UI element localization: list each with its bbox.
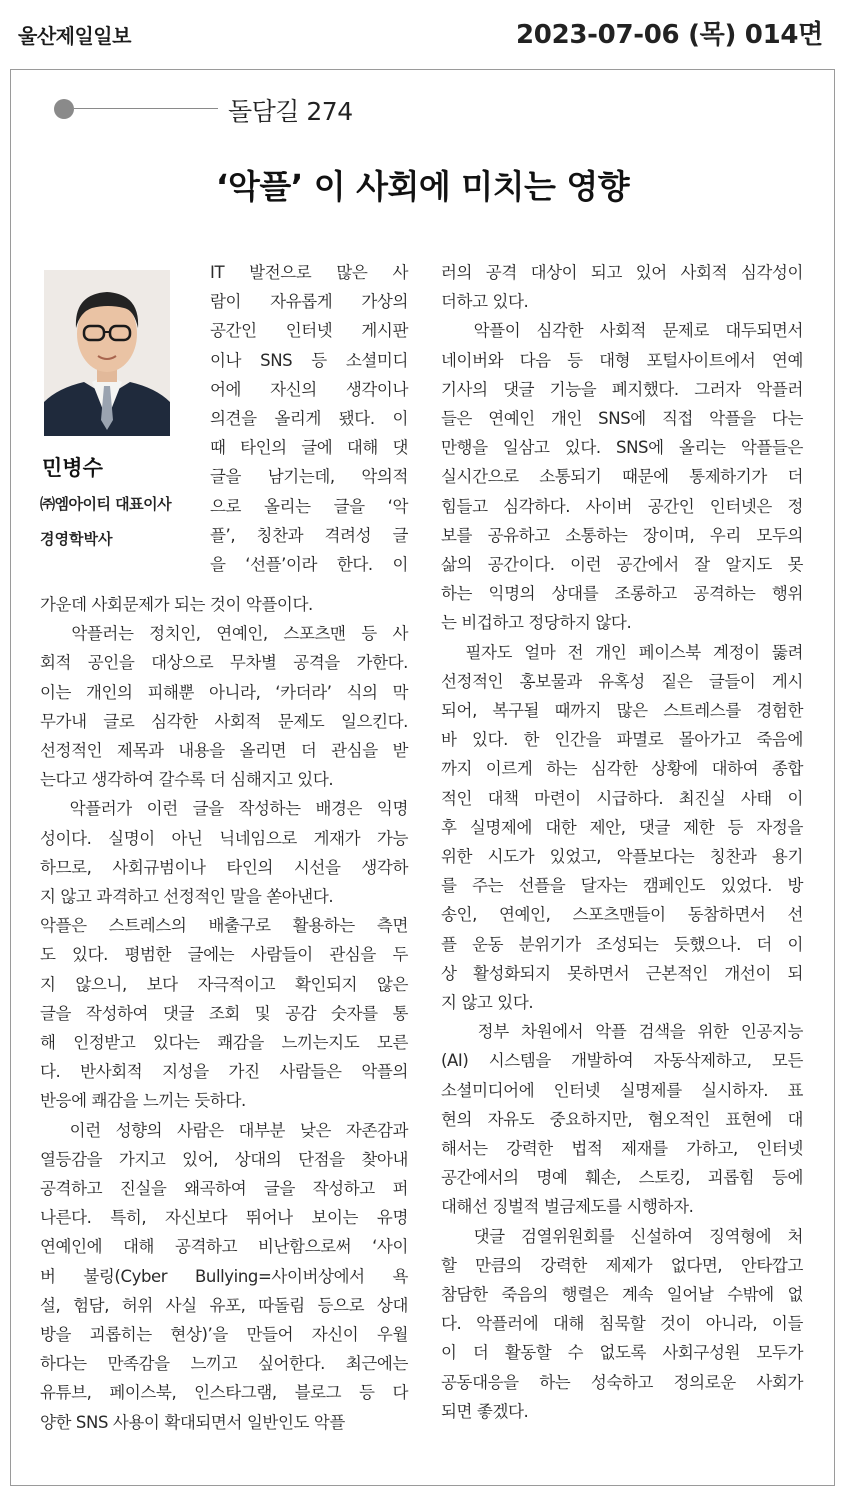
article-line: 지 않고 과격하고 선정적인 말을 쏟아낸다.: [40, 887, 334, 906]
article-line: 나른다. 특히, 자신보다 뛰어나 보이는 유명: [40, 1208, 408, 1228]
article-line: 을 ‘선플’이라 한다. 이: [210, 555, 408, 574]
article-line: 플 운동 분위기가 조성되는 듯했으나. 더 이: [441, 934, 803, 954]
page-header: [0, 0, 845, 66]
article-line: 글을 작성하여 댓글 조회 및 공감 숫자를 통: [40, 1003, 408, 1023]
article-line: 방을 괴롭히는 현상)’을 만들어 자신이 우월: [40, 1325, 408, 1344]
article-line: 더하고 있다.: [441, 292, 529, 312]
author-photo: [44, 270, 170, 436]
series-rule: [74, 108, 218, 109]
article-line: 위한 시도가 있었고, 악플보다는 칭찬과 용기: [441, 847, 803, 866]
article-line: 되면 좋겠다.: [441, 1401, 529, 1421]
article-line: 설, 험담, 허위 사실 유포, 따돌림 등으로 상대: [40, 1295, 408, 1315]
article-line: 는 비겁하고 정당하지 않다.: [441, 613, 632, 633]
article-line: 정부 차원에서 악플 검색을 위한 인공지능: [441, 1022, 803, 1042]
newspaper-name: 울산제일일보: [18, 24, 131, 48]
article-line: 악플은 스트레스의 배출구로 활용하는 측면: [40, 916, 408, 936]
article-line: 를 주는 선플을 달자는 캠페인도 있었다. 방: [441, 876, 803, 896]
column-series: 돌담길 274: [228, 97, 353, 126]
article-line: 소셜미디어에 인터넷 실명제를 실시하자. 표: [441, 1080, 803, 1100]
article-line: 공간인 인터넷 게시판: [210, 321, 408, 341]
article-line: 하므로, 사회규범이나 타인의 시선을 생각하: [40, 857, 408, 877]
article-line: 송인, 연예인, 스포츠맨들이 동참하면서 선: [441, 905, 803, 925]
article-line: 회적 공인을 대상으로 무차별 공격을 가한다.: [40, 653, 408, 673]
article-line: 도 있다. 평범한 글에는 사람들이 관심을 두: [40, 945, 408, 965]
article-line: IT 발전으로 많은 사: [210, 263, 408, 282]
article-line: 의견을 올리게 됐다. 이: [210, 409, 408, 428]
article-line: 되어, 복구될 때까지 많은 스트레스를 경험한: [441, 701, 803, 720]
article-line: 이런 성향의 사람은 대부분 낮은 자존감과: [40, 1120, 408, 1140]
article-line: 유튜브, 페이스북, 인스타그램, 블로그 등 다: [40, 1383, 408, 1403]
article-line: 까지 이르게 하는 심각한 상황에 대하여 종합: [441, 759, 803, 779]
article-line: 무가내 글로 심각한 사회적 문제도 일으킨다.: [40, 711, 408, 731]
article-line: 상 활성화되지 못하면서 근본적인 개선이 되: [441, 963, 803, 983]
article-line: 현의 자유도 중요하지만, 혐오적인 표현에 대: [441, 1109, 803, 1129]
author-name: 민병수: [42, 456, 103, 480]
article-line: 러의 공격 대상이 되고 있어 사회적 심각성이: [441, 263, 803, 282]
article-line: 이 더 활동할 수 없도록 사회구성원 모두가: [441, 1343, 803, 1363]
article-line: 연예인에 대해 공격하고 비난함으로써 ‘사이: [40, 1237, 408, 1257]
article-line: 글을 남기는데, 악의적: [210, 467, 408, 487]
article-line: 보를 공유하고 소통하는 장이며, 우리 모두의: [441, 525, 803, 545]
article-line: 적인 대책 마련이 시급하다. 최진실 사태 이: [441, 788, 803, 808]
article-line: 으로 올리는 글을 ‘악: [210, 496, 408, 516]
article-line: 악플러는 정치인, 연예인, 스포츠맨 등 사: [40, 624, 408, 644]
article-line: 만행을 일삼고 있다. SNS에 올리는 악플들은: [441, 438, 803, 458]
author-degree: 경영학박사: [40, 530, 113, 548]
series-bullet-icon: [54, 99, 74, 119]
article-line: 바 있다. 한 인간을 파멸로 몰아가고 죽음에: [441, 730, 803, 750]
article-line: 이나 SNS 등 소셜미디: [210, 350, 408, 370]
article-line: 때 타인의 글에 대해 댓: [210, 438, 408, 458]
article-line: 열등감을 가지고 있어, 상대의 단점을 찾아내: [40, 1149, 408, 1169]
article-line: 할 만큼의 강력한 제제가 없다면, 안타깝고: [441, 1255, 803, 1275]
article-line: 네이버와 다음 등 대형 포털사이트에서 연예: [441, 350, 803, 370]
article-line: 양한 SNS 사용이 확대되면서 일반인도 악플: [40, 1412, 345, 1432]
article-line: 기사의 댓글 기능을 폐지했다. 그러자 악플러: [441, 379, 803, 399]
edition-date-page: 2023-07-06 (목) 014면: [516, 20, 823, 50]
article-line: 참담한 죽음의 행렬은 계속 일어날 수밖에 없: [441, 1285, 803, 1304]
article-line: 지 않고 있다.: [441, 993, 534, 1012]
article-line: (AI) 시스템을 개발하여 자동삭제하고, 모든: [441, 1051, 803, 1071]
article-line: 실시간으로 소통되기 때문에 통제하기가 더: [441, 467, 803, 487]
article-line: 는다고 생각하여 갈수록 더 심해지고 있다.: [40, 770, 334, 790]
article-line: 힘들고 심각하다. 사이버 공간인 인터넷은 정: [441, 496, 803, 516]
article-line: 지 않으니, 보다 자극적이고 확인되지 않은: [40, 974, 408, 994]
article-line: 반응에 쾌감을 느끼는 듯하다.: [40, 1091, 246, 1111]
article-line: 해 인정받고 있다는 쾌감을 느끼는지도 모른: [40, 1033, 408, 1052]
article-line: 플’, 칭찬과 격려성 글: [210, 525, 408, 545]
article-line: 공간에서의 명예 훼손, 스토킹, 괴롭힘 등에: [441, 1168, 803, 1188]
article-line: 해서는 강력한 법적 제재를 가하고, 인터넷: [441, 1139, 803, 1158]
article-line: 람이 자유롭게 가상의: [210, 292, 408, 312]
article-line: 후 실명제에 대한 제안, 댓글 제한 등 자정을: [441, 817, 803, 837]
article-line: 공동대응을 하는 성숙하고 정의로운 사회가: [441, 1372, 803, 1392]
article-line: 선정적인 제목과 내용을 올리면 더 관심을 받: [40, 741, 408, 760]
article-line: 다. 악플러에 대해 침묵할 것이 아니라, 이들: [441, 1314, 803, 1334]
article-line: 하다는 만족감을 느끼고 싶어한다. 최근에는: [40, 1354, 408, 1374]
article-line: 들은 연예인 개인 SNS에 직접 악플을 다는: [441, 409, 803, 428]
article-line: 악플이 심각한 사회적 문제로 대두되면서: [441, 321, 803, 341]
article-line: 하는 익명의 상대를 조롱하고 공격하는 행위: [441, 584, 803, 604]
article-line: 가운데 사회문제가 되는 것이 악플이다.: [40, 595, 313, 614]
article-line: 버 불링(Cyber Bullying=사이버상에서 욕: [40, 1266, 408, 1286]
article-line: 삶의 공간이다. 이런 공간에서 잘 알지도 못: [441, 555, 803, 574]
author-portrait-image: [44, 270, 170, 436]
article-line: 성이다. 실명이 아닌 닉네임으로 게재가 가능: [40, 828, 408, 848]
article-line: 댓글 검열위원회를 신설하여 징역형에 처: [441, 1226, 803, 1246]
article-line: 공격하고 진실을 왜곡하여 글을 작성하고 퍼: [40, 1179, 408, 1198]
article-line: 필자도 얼마 전 개인 페이스북 계정이 뚫려: [441, 642, 803, 662]
article-line: 어에 자신의 생각이나: [210, 379, 408, 399]
article-headline: ‘악플’ 이 사회에 미치는 영향: [215, 167, 630, 206]
article-line: 대해선 징벌적 벌금제도를 시행하자.: [441, 1197, 694, 1217]
author-affiliation: ㈜엠아이티 대표이사: [40, 495, 172, 513]
article-line: 다. 반사회적 지성을 가진 사람들은 악플의: [40, 1062, 408, 1082]
article-line: 악플러가 이런 글을 작성하는 배경은 익명: [40, 799, 408, 819]
article-line: 이는 개인의 피해뿐 아니라, ‘카더라’ 식의 막: [40, 682, 408, 702]
article-line: 선정적인 홍보물과 유혹성 짙은 글들이 게시: [441, 671, 803, 691]
